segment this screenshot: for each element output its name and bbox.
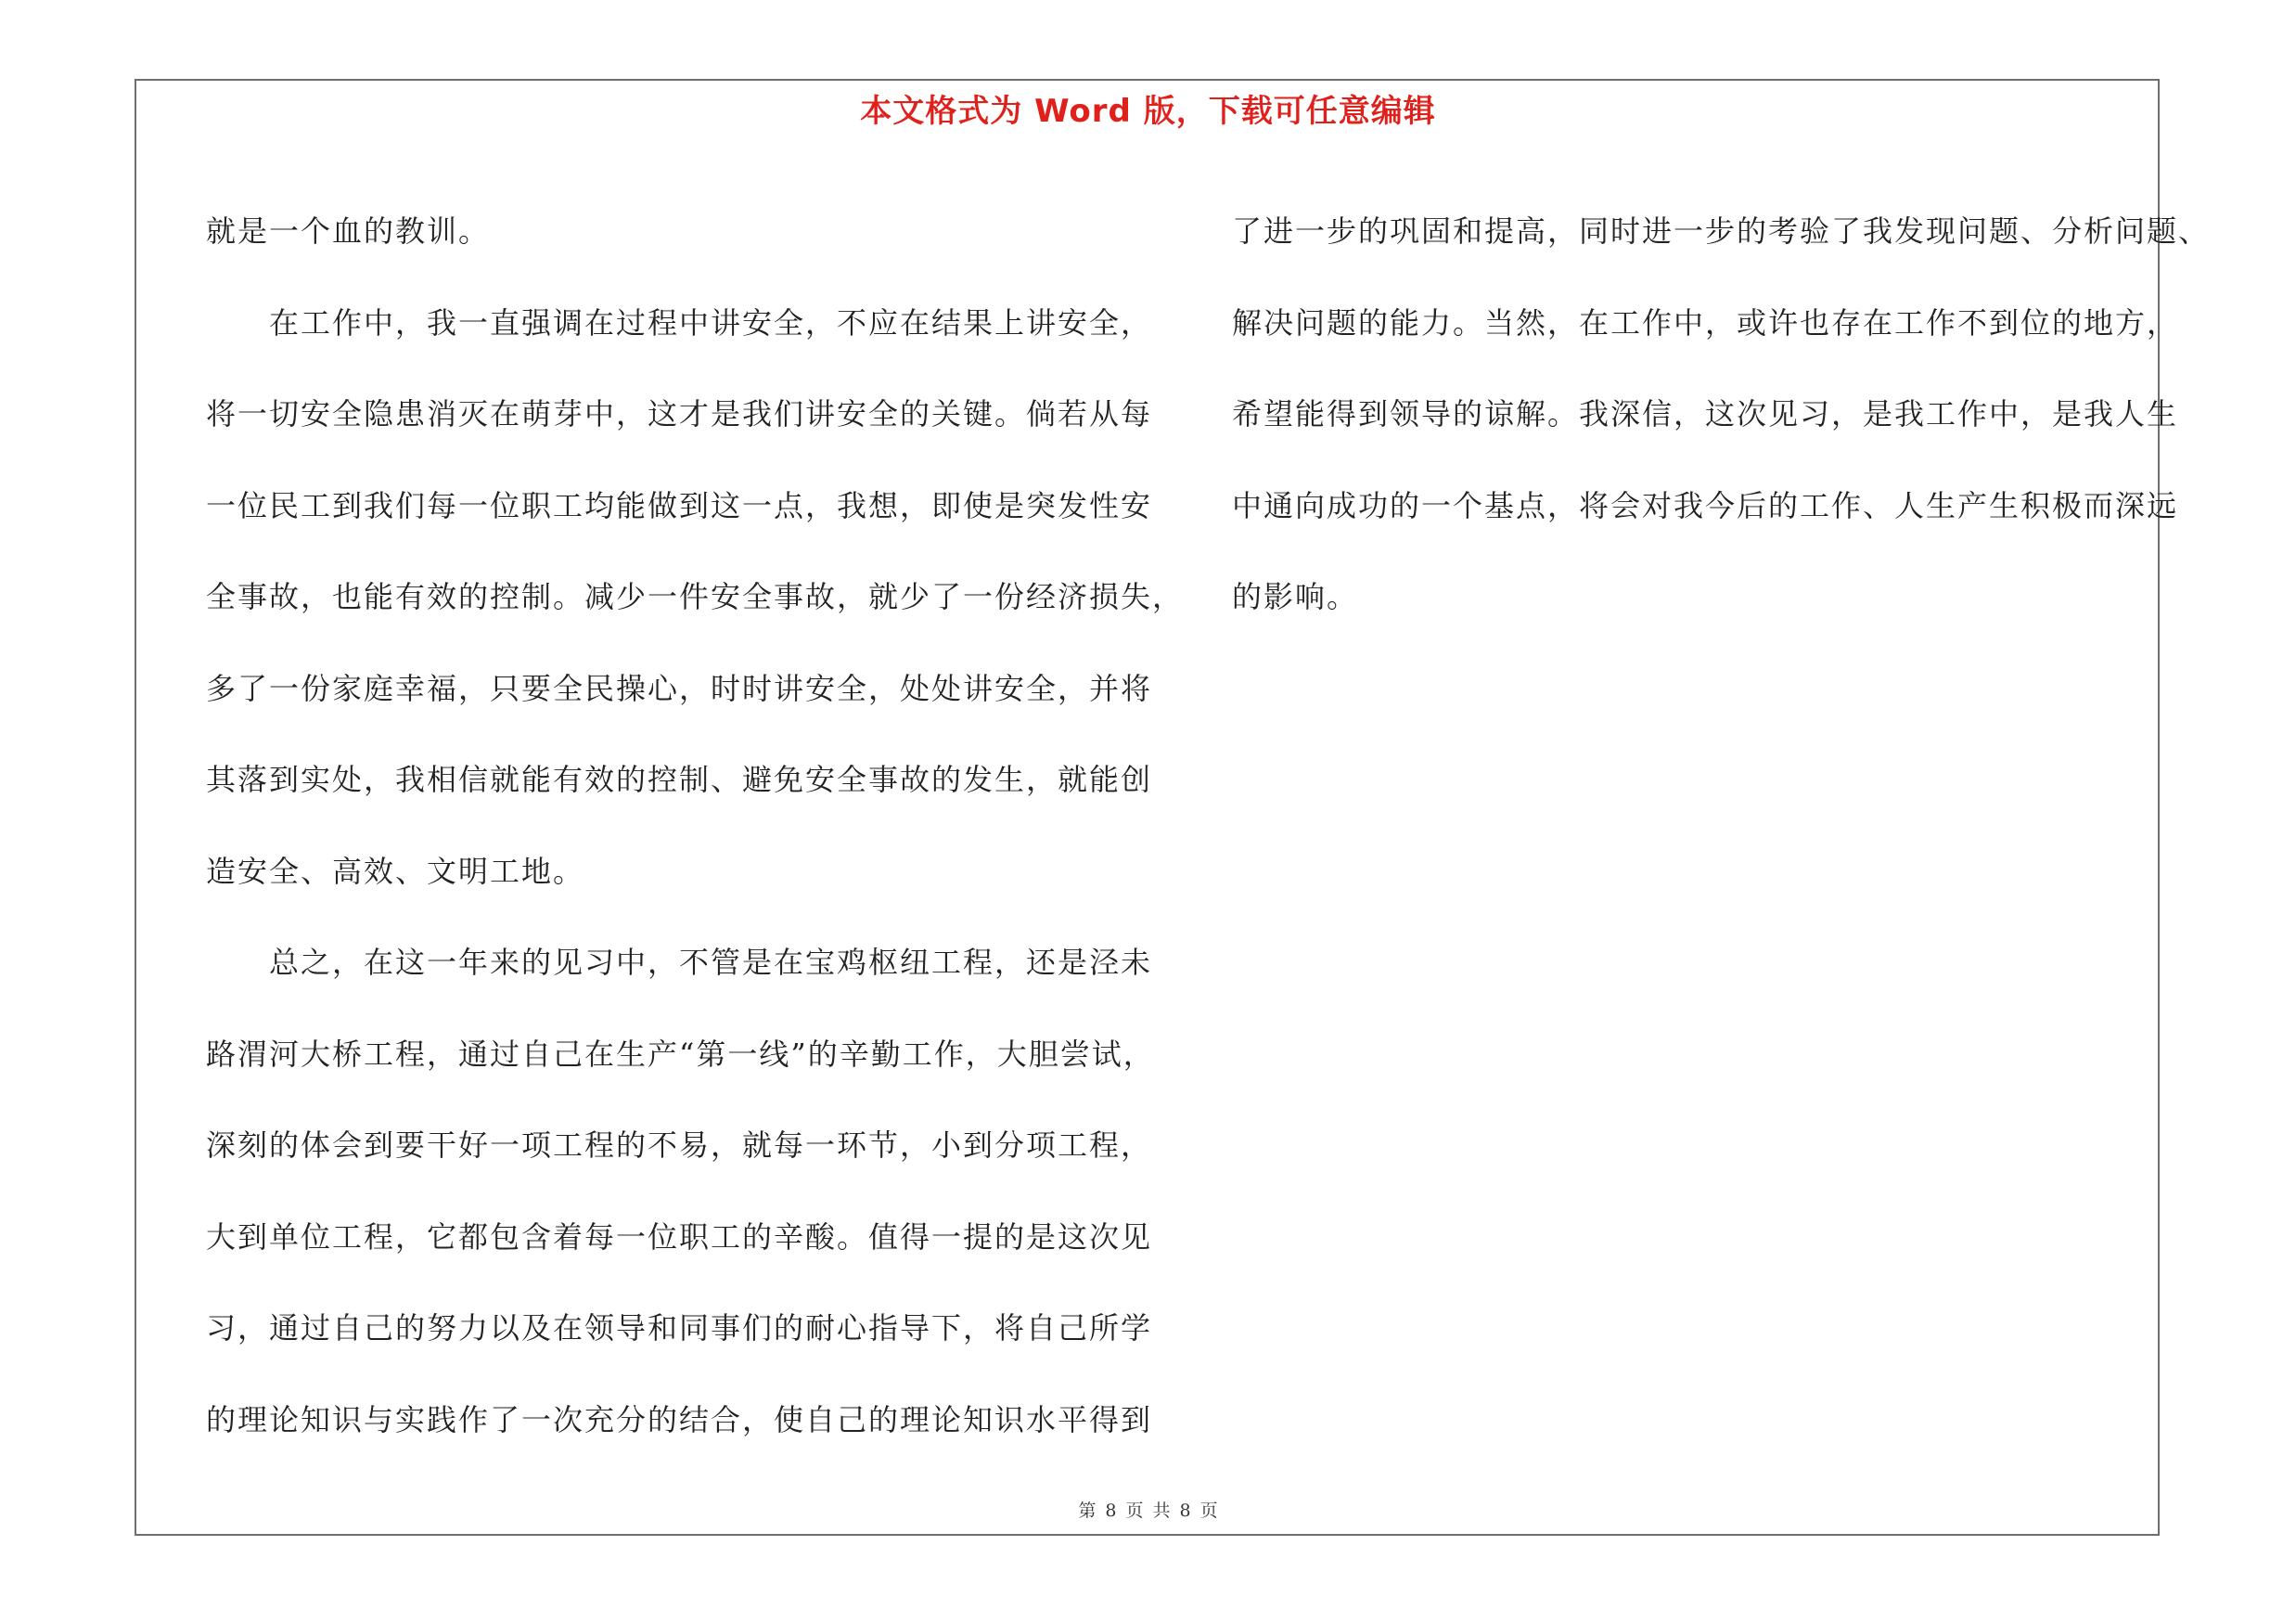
text-line: 的理论知识与实践作了一次充分的结合，使自己的理论知识水平得到	[206, 1401, 1153, 1437]
text-line: 就是一个血的教训。	[206, 213, 491, 249]
text-line: 造安全、高效、文明工地。	[206, 853, 585, 889]
text-line: 解决问题的能力。当然，在工作中，或许也存在工作不到位的地方，	[1232, 304, 2179, 341]
header-banner: 本文格式为 Word 版，下载可任意编辑	[860, 93, 1436, 130]
text-line: 希望能得到领导的谅解。我深信，这次见习，是我工作中，是我人生	[1232, 396, 2179, 432]
left-column	[206, 186, 1185, 1465]
page-number: 第 8 页 共 8 页	[1078, 1501, 1218, 1521]
text-line: 总之，在这一年来的见习中，不管是在宝鸡枢纽工程，还是泾未	[206, 945, 1153, 980]
text-line: 深刻的体会到要干好一项工程的不易，就每一环节，小到分项工程，	[206, 1127, 1153, 1163]
text-line: 多了一份家庭幸福，只要全民操心，时时讲安全，处处讲安全，并将	[206, 670, 1153, 706]
text-line: 中通向成功的一个基点，将会对我今后的工作、人生产生积极而深远	[1232, 487, 2179, 523]
text-line: 一位民工到我们每一位职工均能做到这一点，我想，即使是突发性安	[206, 487, 1153, 523]
text-line: 在工作中，我一直强调在过程中讲安全，不应在结果上讲安全，	[206, 304, 1153, 341]
text-line: 将一切安全隐患消灭在萌芽中，这才是我们讲安全的关键。倘若从每	[206, 396, 1153, 432]
text-line: 大到单位工程，它都包含着每一位职工的辛酸。值得一提的是这次见	[206, 1218, 1153, 1255]
text-line: 的影响。	[1232, 579, 1359, 614]
text-line: 其落到实处，我相信就能有效的控制、避免安全事故的发生，就能创	[206, 762, 1153, 797]
text-line: 全事故，也能有效的控制。减少一件安全事故，就少了一份经济损失，	[206, 579, 1185, 614]
text-line: 了进一步的巩固和提高，同时进一步的考验了我发现问题、分析问题、	[1232, 213, 2211, 249]
text-line: 习，通过自己的努力以及在领导和同事们的耐心指导下，将自己所学	[206, 1310, 1153, 1346]
text-line: 路渭河大桥工程，通过自己在生产“第一线”的辛勤工作，大胆尝试，	[206, 1036, 1155, 1072]
right-column	[1232, 186, 2211, 643]
